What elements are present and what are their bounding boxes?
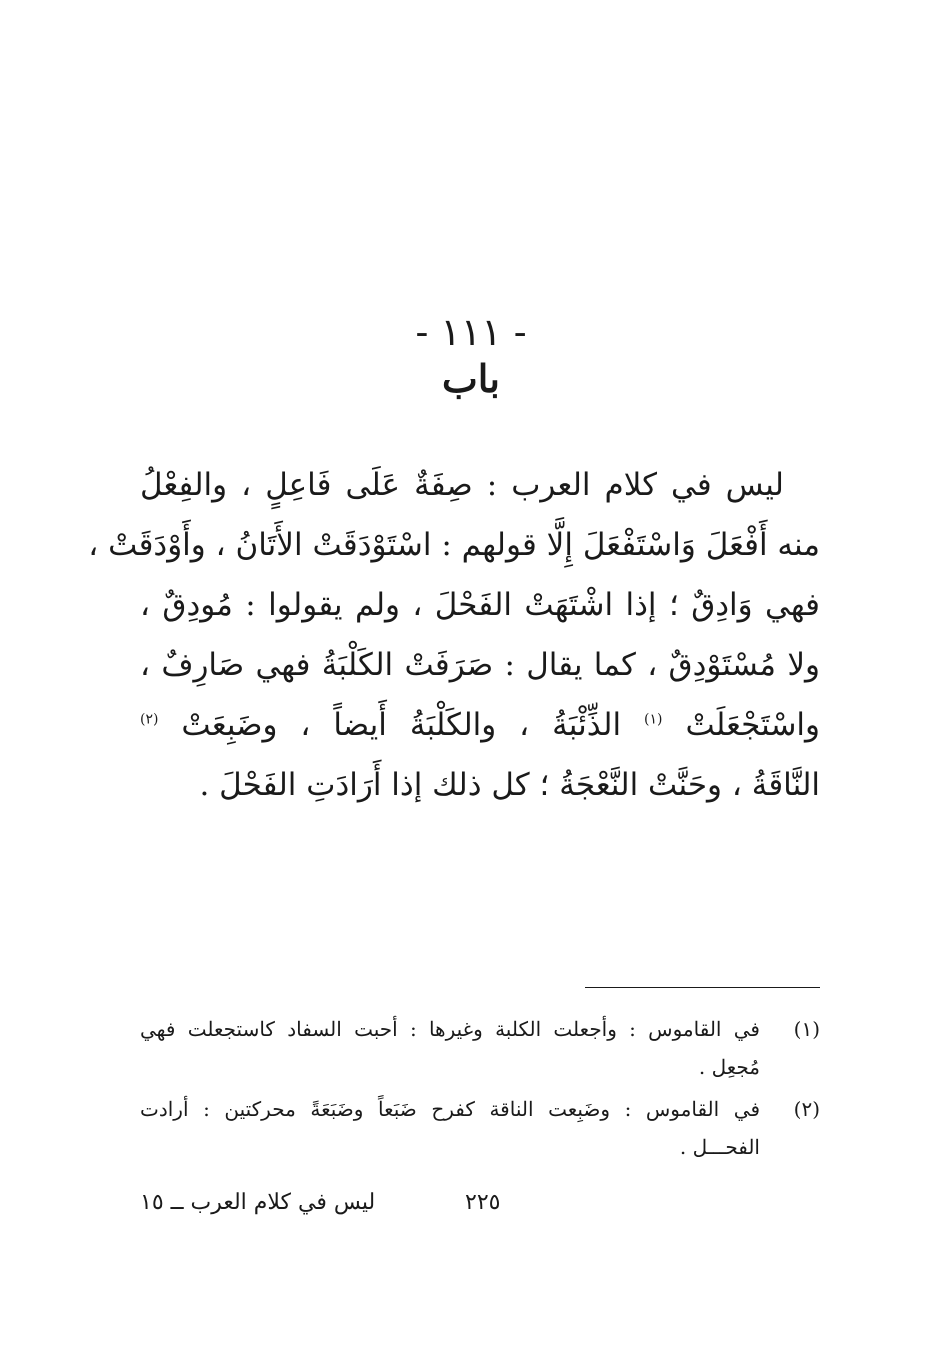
footnote-number: (٢) (793, 1097, 820, 1121)
footnote-2 (140, 1090, 820, 1166)
body-line (140, 695, 820, 755)
footnote-ref-1[interactable]: (١) (644, 711, 663, 728)
footnote-1 (140, 1010, 820, 1086)
footnote-text-line: في القاموس : وأجعلت الكلبة وغيرها : أحبت السفاد كاستجعلت فهي (140, 1017, 760, 1041)
footnote-text-line: مُجعِل . (698, 1055, 760, 1079)
body-line: ولا مُسْتَوْدِقٌ ، كما يقال : صَرَفَتْ الكَلْبَةُ فهي صَارِفٌ ، (140, 647, 820, 683)
page-number: ٢٢٥ (465, 1190, 501, 1215)
body-line: ليس في كلام العرب : صِفَةٌ عَلَى فَاعِلٍ ، والفِعْلُ (140, 467, 784, 503)
body-line: منه أَفْعَلَ وَاسْتَفْعَلَ إِلَّا قولهم : اسْتَوْدَقَتْ الأَتَانُ ، وأَوْدَقَتْ ، (88, 527, 820, 563)
chapter-number: - ١١١ - (415, 310, 527, 354)
footnote-text-line: في القاموس : وضَبِعت الناقة كفرح ضَبَعاً وضَبَعَةً محركتين : أرادت (140, 1097, 760, 1121)
page-footer (140, 1190, 820, 1230)
body-line: النَّاقَةُ ، وحَنَّتْ النَّعْجَةُ ؛ كل ذلك إذا أَرَادَتِ الفَحْلَ . (199, 767, 820, 803)
body-text-segment: واسْتَجْعَلَتْ (685, 707, 821, 743)
body-paragraph (88, 455, 821, 815)
body-text-segment: الذِّئْبَةُ ، والكَلْبَةُ أَيضاً ، وضَبِعَتْ (181, 707, 622, 743)
footnote-ref-2[interactable]: (٢) (140, 711, 159, 728)
running-title: ليس في كلام العرب ــ ١٥ (140, 1190, 376, 1215)
body-line: فهي وَادِقٌ ؛ إذا اشْتَهَتْ الفَحْلَ ، ولم يقولوا : مُودِقٌ ، (140, 587, 820, 623)
footnote-text-line: الفحـــل . (679, 1135, 760, 1159)
chapter-title: باب (442, 356, 500, 401)
footnotes (140, 1010, 820, 1170)
footnote-separator (585, 987, 820, 988)
footnote-number: (١) (793, 1017, 820, 1041)
